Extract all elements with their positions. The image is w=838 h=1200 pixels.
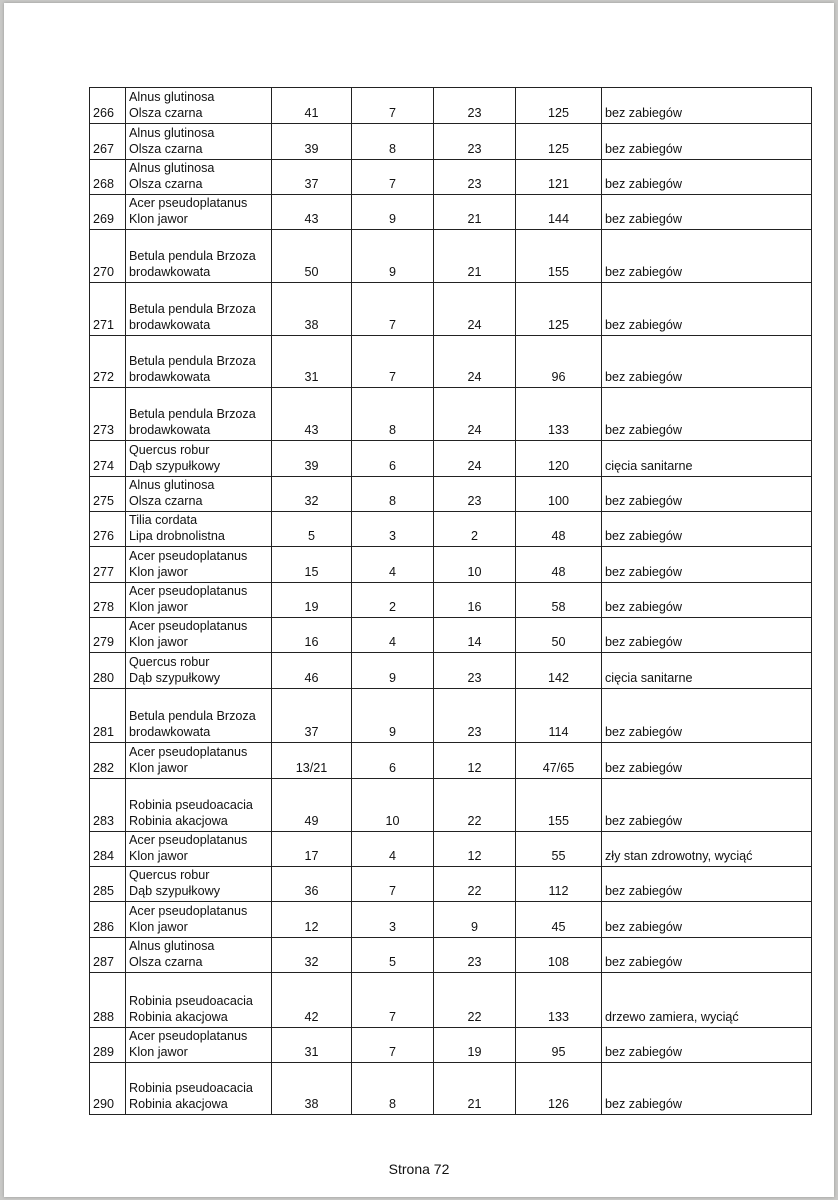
value-cell-3: 10 (434, 547, 516, 583)
species-cell (126, 779, 272, 832)
value-cell-3: 19 (434, 1028, 516, 1063)
value-cell-4: 48 (516, 547, 602, 583)
treatment-note-cell: bez zabiegów (602, 547, 812, 583)
species-latin-name: Robinia pseudoacacia (129, 1081, 253, 1095)
species-polish-name: Lipa drobnolistna (129, 529, 225, 543)
value-cell-4: 95 (516, 1028, 602, 1063)
value-cell-1: 16 (272, 618, 352, 653)
species-cell (126, 832, 272, 867)
document-page (4, 3, 834, 1197)
value-cell-2: 6 (352, 743, 434, 779)
species-latin-name: Betula pendula Brzoza (129, 407, 256, 421)
value-cell-1: 12 (272, 902, 352, 938)
value-cell-1: 32 (272, 938, 352, 973)
species-latin-name: Robinia pseudoacacia (129, 994, 253, 1008)
species-polish-name: Olsza czarna (129, 177, 203, 191)
value-cell-3: 12 (434, 832, 516, 867)
species-latin-name: Alnus glutinosa (129, 161, 215, 175)
species-latin-name: Betula pendula Brzoza (129, 354, 256, 368)
value-cell-3: 21 (434, 230, 516, 283)
table-row (90, 689, 812, 743)
value-cell-4: 45 (516, 902, 602, 938)
value-cell-2: 9 (352, 689, 434, 743)
tree-number-cell: 277 (90, 547, 126, 583)
tree-number-cell: 266 (90, 88, 126, 124)
tree-number-cell: 270 (90, 230, 126, 283)
value-cell-2: 7 (352, 973, 434, 1028)
value-cell-4: 58 (516, 583, 602, 618)
species-cell (126, 938, 272, 973)
species-cell (126, 230, 272, 283)
value-cell-1: 31 (272, 336, 352, 388)
tree-inventory-table (89, 87, 812, 1115)
value-cell-4: 48 (516, 512, 602, 547)
treatment-note-cell: bez zabiegów (602, 743, 812, 779)
species-polish-name: Olsza czarna (129, 106, 203, 120)
value-cell-1: 39 (272, 441, 352, 477)
treatment-note-cell: cięcia sanitarne (602, 441, 812, 477)
tree-number-cell: 271 (90, 283, 126, 336)
value-cell-2: 3 (352, 902, 434, 938)
value-cell-2: 10 (352, 779, 434, 832)
species-polish-name: brodawkowata (129, 318, 211, 332)
species-latin-name: Acer pseudoplatanus (129, 904, 248, 918)
treatment-note-cell: bez zabiegów (602, 779, 812, 832)
table-body (90, 88, 812, 1115)
tree-number-cell: 282 (90, 743, 126, 779)
tree-number-cell: 273 (90, 388, 126, 441)
species-cell (126, 124, 272, 160)
species-cell (126, 867, 272, 902)
tree-number-cell: 281 (90, 689, 126, 743)
species-cell (126, 743, 272, 779)
tree-number-cell: 288 (90, 973, 126, 1028)
tree-number-cell: 286 (90, 902, 126, 938)
value-cell-2: 7 (352, 1028, 434, 1063)
value-cell-1: 38 (272, 1063, 352, 1115)
species-polish-name: Robinia akacjowa (129, 1097, 228, 1111)
value-cell-4: 47/65 (516, 743, 602, 779)
species-latin-name: Quercus robur (129, 443, 210, 457)
species-cell (126, 973, 272, 1028)
table-row (90, 583, 812, 618)
tree-number-cell: 267 (90, 124, 126, 160)
value-cell-2: 5 (352, 938, 434, 973)
value-cell-2: 4 (352, 618, 434, 653)
value-cell-4: 100 (516, 477, 602, 512)
value-cell-2: 8 (352, 124, 434, 160)
tree-number-cell: 279 (90, 618, 126, 653)
species-polish-name: brodawkowata (129, 423, 211, 437)
value-cell-2: 8 (352, 477, 434, 512)
value-cell-4: 121 (516, 160, 602, 195)
value-cell-4: 133 (516, 973, 602, 1028)
tree-number-cell: 268 (90, 160, 126, 195)
species-polish-name: Klon jawor (129, 565, 188, 579)
table-row (90, 388, 812, 441)
value-cell-4: 112 (516, 867, 602, 902)
value-cell-2: 7 (352, 283, 434, 336)
treatment-note-cell: bez zabiegów (602, 160, 812, 195)
tree-number-cell: 274 (90, 441, 126, 477)
value-cell-1: 43 (272, 388, 352, 441)
table-row (90, 88, 812, 124)
value-cell-1: 37 (272, 689, 352, 743)
value-cell-4: 55 (516, 832, 602, 867)
tree-number-cell: 278 (90, 583, 126, 618)
species-polish-name: Klon jawor (129, 635, 188, 649)
value-cell-2: 8 (352, 388, 434, 441)
table-row (90, 653, 812, 689)
species-cell (126, 195, 272, 230)
species-cell (126, 1063, 272, 1115)
value-cell-3: 24 (434, 336, 516, 388)
species-cell (126, 88, 272, 124)
value-cell-3: 24 (434, 283, 516, 336)
table-row (90, 195, 812, 230)
value-cell-2: 9 (352, 195, 434, 230)
value-cell-3: 16 (434, 583, 516, 618)
species-cell (126, 653, 272, 689)
value-cell-3: 24 (434, 388, 516, 441)
species-latin-name: Betula pendula Brzoza (129, 302, 256, 316)
value-cell-2: 3 (352, 512, 434, 547)
species-cell (126, 618, 272, 653)
value-cell-3: 2 (434, 512, 516, 547)
value-cell-3: 24 (434, 441, 516, 477)
species-polish-name: Klon jawor (129, 212, 188, 226)
value-cell-4: 142 (516, 653, 602, 689)
value-cell-3: 23 (434, 653, 516, 689)
species-latin-name: Alnus glutinosa (129, 939, 215, 953)
species-cell (126, 441, 272, 477)
value-cell-2: 6 (352, 441, 434, 477)
value-cell-1: 43 (272, 195, 352, 230)
value-cell-3: 23 (434, 88, 516, 124)
species-latin-name: Alnus glutinosa (129, 478, 215, 492)
value-cell-3: 23 (434, 160, 516, 195)
table-row (90, 779, 812, 832)
species-latin-name: Tilia cordata (129, 513, 198, 527)
table-row (90, 973, 812, 1028)
value-cell-1: 42 (272, 973, 352, 1028)
value-cell-4: 133 (516, 388, 602, 441)
species-cell (126, 583, 272, 618)
value-cell-4: 155 (516, 779, 602, 832)
treatment-note-cell: bez zabiegów (602, 618, 812, 653)
treatment-note-cell: bez zabiegów (602, 867, 812, 902)
treatment-note-cell: bez zabiegów (602, 124, 812, 160)
value-cell-2: 8 (352, 1063, 434, 1115)
species-polish-name: brodawkowata (129, 725, 211, 739)
value-cell-3: 23 (434, 689, 516, 743)
species-latin-name: Alnus glutinosa (129, 90, 215, 104)
page-footer: Strona 72 (388, 1161, 450, 1177)
table-row (90, 618, 812, 653)
value-cell-2: 7 (352, 88, 434, 124)
table-row (90, 1028, 812, 1063)
species-polish-name: Dąb szypułkowy (129, 671, 220, 685)
tree-number-cell: 269 (90, 195, 126, 230)
value-cell-2: 9 (352, 230, 434, 283)
species-latin-name: Betula pendula Brzoza (129, 709, 256, 723)
treatment-note-cell: bez zabiegów (602, 283, 812, 336)
value-cell-1: 37 (272, 160, 352, 195)
value-cell-1: 32 (272, 477, 352, 512)
value-cell-1: 38 (272, 283, 352, 336)
treatment-note-cell: zły stan zdrowotny, wyciąć (602, 832, 812, 867)
value-cell-4: 50 (516, 618, 602, 653)
table-row (90, 512, 812, 547)
table-row (90, 160, 812, 195)
value-cell-4: 120 (516, 441, 602, 477)
value-cell-2: 7 (352, 867, 434, 902)
species-latin-name: Acer pseudoplatanus (129, 745, 248, 759)
treatment-note-cell: bez zabiegów (602, 388, 812, 441)
treatment-note-cell: bez zabiegów (602, 230, 812, 283)
species-cell (126, 477, 272, 512)
value-cell-4: 125 (516, 88, 602, 124)
species-polish-name: Olsza czarna (129, 494, 203, 508)
species-latin-name: Acer pseudoplatanus (129, 1029, 248, 1043)
species-polish-name: Robinia akacjowa (129, 1010, 228, 1024)
table-row (90, 902, 812, 938)
species-polish-name: Klon jawor (129, 1045, 188, 1059)
value-cell-1: 15 (272, 547, 352, 583)
treatment-note-cell: bez zabiegów (602, 195, 812, 230)
table-row (90, 547, 812, 583)
species-latin-name: Alnus glutinosa (129, 126, 215, 140)
value-cell-3: 14 (434, 618, 516, 653)
treatment-note-cell: bez zabiegów (602, 938, 812, 973)
tree-number-cell: 283 (90, 779, 126, 832)
table-row (90, 336, 812, 388)
treatment-note-cell: bez zabiegów (602, 583, 812, 618)
value-cell-1: 39 (272, 124, 352, 160)
species-polish-name: Dąb szypułkowy (129, 884, 220, 898)
species-polish-name: Klon jawor (129, 920, 188, 934)
tree-number-cell: 290 (90, 1063, 126, 1115)
value-cell-3: 21 (434, 195, 516, 230)
table-row (90, 124, 812, 160)
table-row (90, 477, 812, 512)
species-latin-name: Quercus robur (129, 655, 210, 669)
species-polish-name: Klon jawor (129, 761, 188, 775)
tree-number-cell: 272 (90, 336, 126, 388)
value-cell-3: 22 (434, 779, 516, 832)
tree-number-cell: 285 (90, 867, 126, 902)
value-cell-3: 9 (434, 902, 516, 938)
value-cell-1: 50 (272, 230, 352, 283)
tree-number-cell: 284 (90, 832, 126, 867)
value-cell-2: 7 (352, 336, 434, 388)
table-row (90, 1063, 812, 1115)
tree-number-cell: 287 (90, 938, 126, 973)
value-cell-3: 12 (434, 743, 516, 779)
value-cell-2: 4 (352, 832, 434, 867)
value-cell-1: 49 (272, 779, 352, 832)
species-latin-name: Betula pendula Brzoza (129, 249, 256, 263)
tree-number-cell: 289 (90, 1028, 126, 1063)
species-latin-name: Acer pseudoplatanus (129, 584, 248, 598)
value-cell-1: 17 (272, 832, 352, 867)
value-cell-4: 96 (516, 336, 602, 388)
value-cell-4: 114 (516, 689, 602, 743)
species-polish-name: Robinia akacjowa (129, 814, 228, 828)
tree-number-cell: 275 (90, 477, 126, 512)
table-row (90, 938, 812, 973)
table-row (90, 230, 812, 283)
tree-number-cell: 280 (90, 653, 126, 689)
table-row (90, 867, 812, 902)
value-cell-2: 4 (352, 547, 434, 583)
table-row (90, 832, 812, 867)
treatment-note-cell: drzewo zamiera, wyciąć (602, 973, 812, 1028)
value-cell-1: 36 (272, 867, 352, 902)
species-polish-name: Klon jawor (129, 849, 188, 863)
species-cell (126, 283, 272, 336)
species-cell (126, 512, 272, 547)
species-cell (126, 160, 272, 195)
value-cell-4: 125 (516, 283, 602, 336)
treatment-note-cell: bez zabiegów (602, 1028, 812, 1063)
value-cell-3: 23 (434, 477, 516, 512)
value-cell-2: 7 (352, 160, 434, 195)
value-cell-1: 5 (272, 512, 352, 547)
value-cell-4: 144 (516, 195, 602, 230)
value-cell-1: 31 (272, 1028, 352, 1063)
species-latin-name: Acer pseudoplatanus (129, 196, 248, 210)
treatment-note-cell: bez zabiegów (602, 336, 812, 388)
species-latin-name: Acer pseudoplatanus (129, 833, 248, 847)
treatment-note-cell: bez zabiegów (602, 512, 812, 547)
value-cell-2: 9 (352, 653, 434, 689)
treatment-note-cell: bez zabiegów (602, 689, 812, 743)
species-polish-name: Dąb szypułkowy (129, 459, 220, 473)
species-latin-name: Acer pseudoplatanus (129, 619, 248, 633)
treatment-note-cell: cięcia sanitarne (602, 653, 812, 689)
species-cell (126, 689, 272, 743)
species-polish-name: brodawkowata (129, 265, 211, 279)
species-polish-name: Olsza czarna (129, 955, 203, 969)
species-polish-name: brodawkowata (129, 370, 211, 384)
value-cell-2: 2 (352, 583, 434, 618)
tree-number-cell: 276 (90, 512, 126, 547)
value-cell-4: 108 (516, 938, 602, 973)
species-cell (126, 388, 272, 441)
value-cell-1: 13/21 (272, 743, 352, 779)
species-latin-name: Acer pseudoplatanus (129, 549, 248, 563)
species-latin-name: Robinia pseudoacacia (129, 798, 253, 812)
value-cell-4: 126 (516, 1063, 602, 1115)
species-cell (126, 902, 272, 938)
value-cell-1: 46 (272, 653, 352, 689)
value-cell-3: 21 (434, 1063, 516, 1115)
value-cell-4: 125 (516, 124, 602, 160)
value-cell-3: 22 (434, 867, 516, 902)
species-polish-name: Klon jawor (129, 600, 188, 614)
treatment-note-cell: bez zabiegów (602, 902, 812, 938)
species-latin-name: Quercus robur (129, 868, 210, 882)
species-cell (126, 336, 272, 388)
treatment-note-cell: bez zabiegów (602, 88, 812, 124)
value-cell-3: 23 (434, 124, 516, 160)
value-cell-4: 155 (516, 230, 602, 283)
table-row (90, 283, 812, 336)
table-row (90, 743, 812, 779)
species-cell (126, 1028, 272, 1063)
treatment-note-cell: bez zabiegów (602, 1063, 812, 1115)
species-cell (126, 547, 272, 583)
species-polish-name: Olsza czarna (129, 142, 203, 156)
value-cell-3: 23 (434, 938, 516, 973)
value-cell-1: 41 (272, 88, 352, 124)
value-cell-3: 22 (434, 973, 516, 1028)
value-cell-1: 19 (272, 583, 352, 618)
treatment-note-cell: bez zabiegów (602, 477, 812, 512)
table-row (90, 441, 812, 477)
